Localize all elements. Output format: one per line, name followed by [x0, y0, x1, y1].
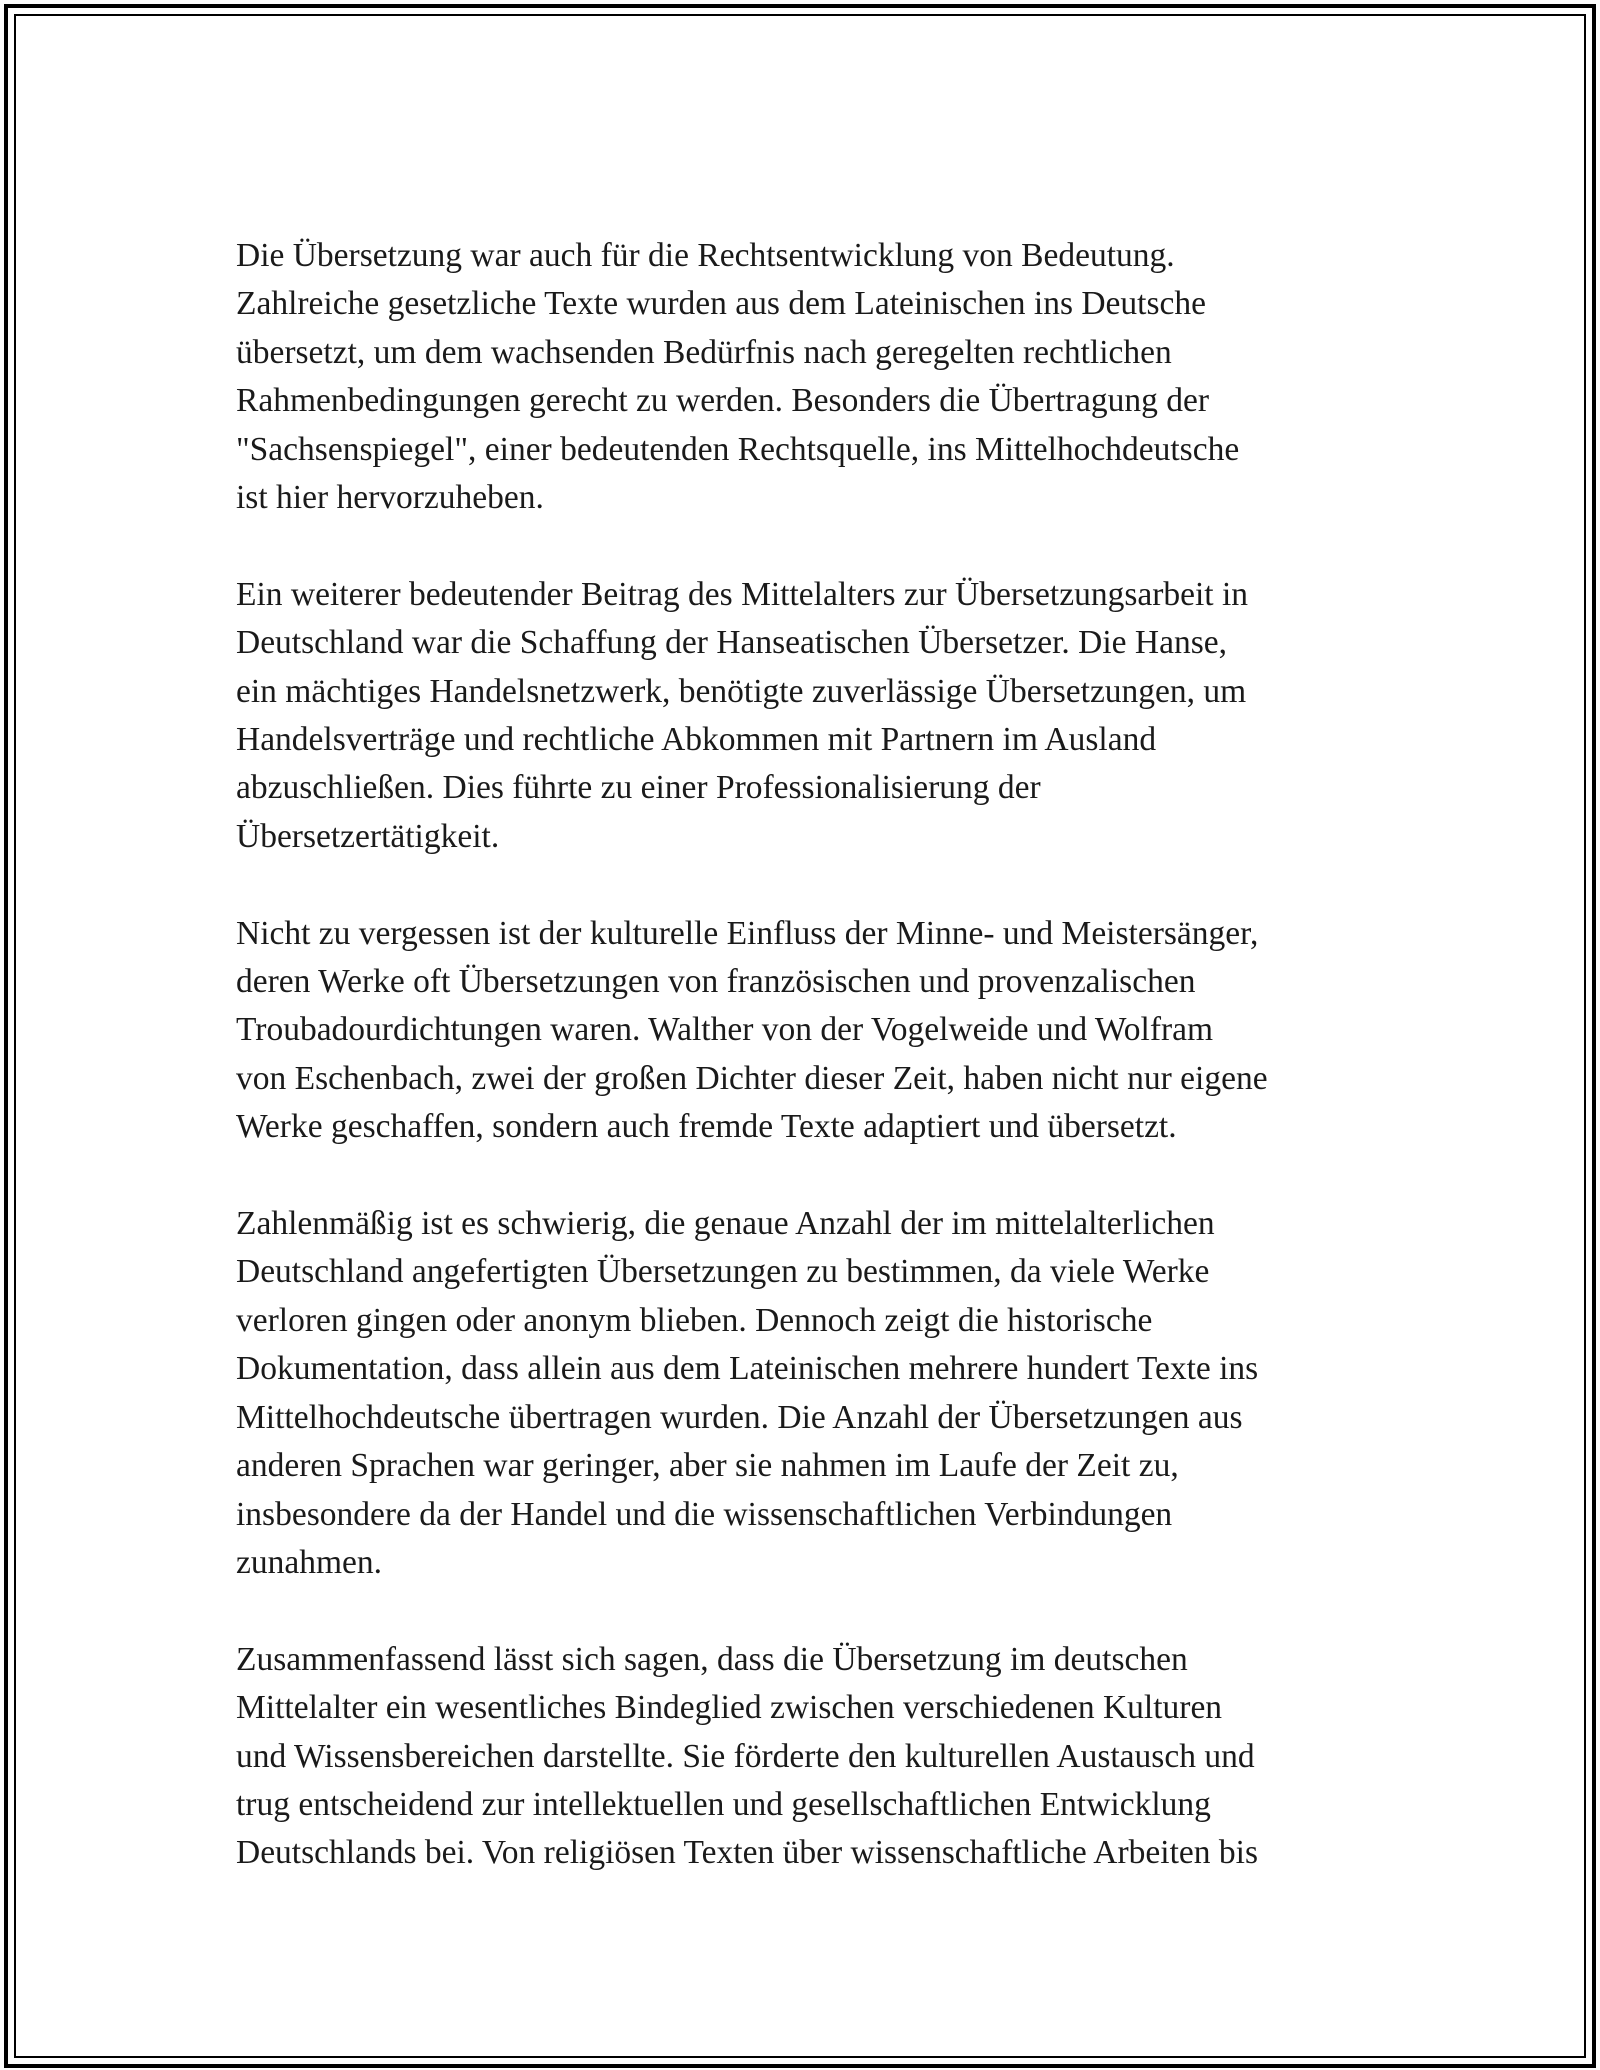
text-line: abzuschließen. Dies führte zu einer Professionalisierung der: [236, 769, 1041, 807]
text-line: Die Übersetzung war auch für die Rechtsentwicklung von Bedeutung.: [236, 237, 1175, 274]
text-line: verloren gingen oder anonym blieben. Dennoch zeigt die historische: [236, 1301, 1153, 1339]
text-line: ist hier hervorzuheben.: [236, 479, 544, 517]
text-line: und Wissensbereichen darstellte. Sie förderte den kulturellen Austausch und: [236, 1737, 1255, 1775]
text-line: übersetzt, um dem wachsenden Bedürfnis nach geregelten rechtlichen: [236, 333, 1172, 371]
text-line: Deutschlands bei. Von religiösen Texten über wissenschaftliche Arbeiten bis: [236, 1834, 1258, 1872]
text-line: trug entscheidend zur intellektuellen und gesellschaftlichen Entwicklung: [236, 1785, 1211, 1823]
text-line: anderen Sprachen war geringer, aber sie nahmen im Laufe der Zeit zu,: [236, 1447, 1179, 1485]
document-body: [236, 232, 1386, 1926]
paragraph-summary: [236, 1636, 1386, 1878]
paragraph-hanseatic-translators: [236, 571, 1386, 861]
text-line: Troubadourdichtungen waren. Walther von der Vogelweide und Wolfram: [236, 1011, 1214, 1049]
text-line: deren Werke oft Übersetzungen von französischen und provenzalischen: [236, 963, 1196, 1001]
text-line: Nicht zu vergessen ist der kulturelle Einfluss der Minne- und Meistersänger,: [236, 914, 1259, 952]
text-line: Rahmenbedingungen gerecht zu werden. Besonders die Übertragung der: [236, 382, 1210, 420]
text-line: Ein weiterer bedeutender Beitrag des Mittelalters zur Übersetzungsarbeit in: [236, 575, 1249, 613]
text-line: insbesondere da der Handel und die wissenschaftlichen Verbindungen: [236, 1495, 1173, 1533]
text-line: zunahmen.: [236, 1543, 383, 1581]
text-line: Mittelhochdeutsche übertragen wurden. Die Anzahl der Übersetzungen aus: [236, 1398, 1243, 1436]
text-line: Handelsverträge und rechtliche Abkommen mit Partnern im Ausland: [236, 721, 1157, 759]
text-line: Mittelalter ein wesentliches Bindeglied zwischen verschiedenen Kulturen: [236, 1689, 1223, 1727]
text-line: Zahlreiche gesetzliche Texte wurden aus dem Lateinischen ins Deutsche: [236, 285, 1207, 323]
text-line: ein mächtiges Handelsnetzwerk, benötigte zuverlässige Übersetzungen, um: [236, 672, 1247, 710]
text-line: "Sachsenspiegel", einer bedeutenden Rechtsquelle, ins Mittelhochdeutsche: [236, 430, 1240, 468]
text-line: Zusammenfassend lässt sich sagen, dass die Übersetzung im deutschen: [236, 1640, 1188, 1678]
text-line: von Eschenbach, zwei der großen Dichter dieser Zeit, haben nicht nur eigene: [236, 1059, 1268, 1097]
text-line: Werke geschaffen, sondern auch fremde Texte adaptiert und übersetzt.: [236, 1108, 1177, 1146]
text-line: Übersetzertätigkeit.: [236, 817, 500, 855]
paragraph-translation-numbers: [236, 1200, 1386, 1587]
text-line: Deutschland angefertigten Übersetzungen zu bestimmen, da viele Werke: [236, 1253, 1210, 1291]
text-line: Zahlenmäßig ist es schwierig, die genaue Anzahl der im mittelalterlichen: [236, 1205, 1215, 1243]
text-line: Dokumentation, dass allein aus dem Lateinischen mehrere hundert Texte ins: [236, 1350, 1259, 1388]
paragraph-minnesang-influence: [236, 910, 1386, 1152]
text-line: Deutschland war die Schaffung der Hanseatischen Übersetzer. Die Hanse,: [236, 624, 1227, 662]
paragraph-legal-translation: [236, 232, 1386, 522]
